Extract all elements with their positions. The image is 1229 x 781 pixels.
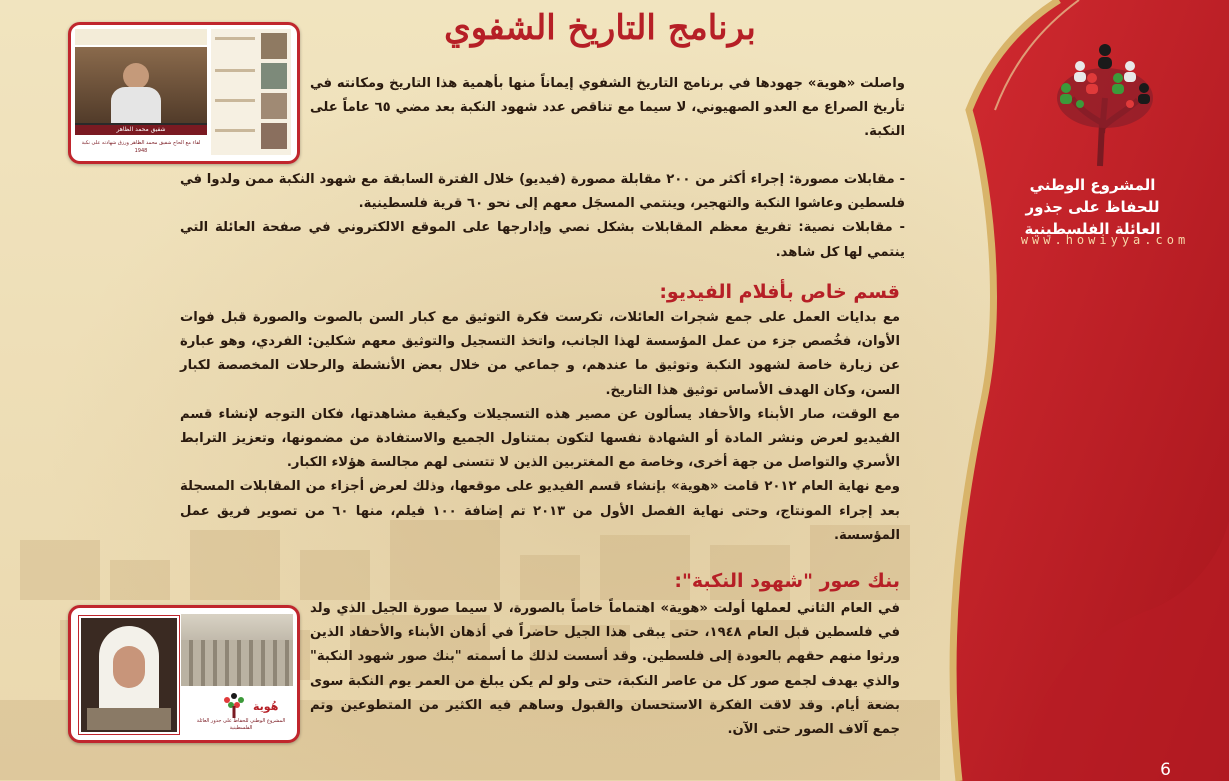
video-name-bar: شفيق محمد الظاهر bbox=[75, 125, 207, 135]
intro-bullet-text: - مقابلات نصية: تفريغ معظم المقابلات بشكل نصي وإدارجها على الموقع الالكتروني في صفحة العائلة التي ينتمي لها كل شاهد. bbox=[180, 220, 905, 260]
photo-bank-body bbox=[310, 597, 900, 742]
video-caption: لقاء مع الحاج شفيق محمد الظاهر ورزق شهادته على نكبة 1948 bbox=[81, 140, 201, 154]
video-list-sidebar bbox=[211, 29, 291, 155]
video-player bbox=[75, 47, 207, 133]
website-url[interactable]: www.howiyya.com bbox=[1020, 233, 1190, 247]
howiyya-logo-icon bbox=[1050, 38, 1160, 168]
organization-name: المشروع الوطني للحفاظ على جذور العائلة الفلسطينية bbox=[1024, 176, 1161, 238]
elderly-woman-portrait bbox=[79, 616, 179, 734]
video-paragraph: مع بدايات العمل على جمع شجرات العائلات، تكرست فكرة التوثيق مع كبار السن بالصوت والصورة قبل فوات الأوان، فخُصص جزء من عمل المؤسسة لهذا الجانب، واتخذ التسجيل والتوثيق معهم شكلين: الفردي، وهو عبارة عن زيارة خاصة لشهود النكبة وتوثيق ما عندهم، و جماعي من خلال بعض الأنشطة والرحلات المخصصة لكبار السن، وكان الهدف الأساس توثيق هذا التاريخ. bbox=[180, 310, 900, 398]
intro-paragraph: واصلت «هوية» جهودها في برنامج التاريخ الشفوي إيماناً منها بأهمية هذا التاريخ ومكانته في تأريخ الصراع مع العدو الصهيوني، لا سيما مع تناقص عدد شهود النكبة بعد مضي ٦٥ عاماً على النكبة. bbox=[310, 76, 906, 140]
intro-bullet-video: - مقابلات مصورة: إجراء أكثر من ٢٠٠ مقابلة مصورة (فيديو) خلال الفترة السابقة مع شهود النكبة ممن ولدوا في فلسطين وعاشوا النكبة والتهجير، وينتمي المسجَل معهم إلى نحو ٦٠ قرية فلسطينية. bbox=[180, 172, 905, 212]
photo-org-text: المشروع الوطني للحفاظ على جذور العائلة الفلسطينية bbox=[196, 718, 286, 731]
video-paragraph: مع الوقت، صار الأبناء والأحفاد يسألون عن مصير هذه التسجيلات وكيفية مشاهدتها، فكان التوجه لإنشاء قسم الفيديو لعرض ونشر المادة أو الشهادة نفسها لتكون بمتناول الجميع والاستفادة من مضمونها، وتعزيز الترابط الأسري والتواصل من جهة أخرى، وخاصة مع المغتربين الذين لا تتسنى لهم مجالسة هؤلاء الكبار. bbox=[180, 406, 900, 471]
video-paragraph: ومع نهاية العام ٢٠١٢ قامت «هوية» بإنشاء قسم الفيديو على موقعها، وذلك لعرض أجزاء من المقابلات المسجلة بعد إجراء المونتاج، وحتى نهاية الفصل الأول من ٢٠١٣ تم إضافة ١٠٠ فيلم، منها ٦٠ من تصوير فريق عمل المؤسسة. bbox=[180, 479, 900, 543]
video-section-body bbox=[180, 306, 900, 548]
howiyya-logo-icon bbox=[219, 688, 249, 718]
page-number: 6 bbox=[1160, 760, 1171, 780]
video-section-heading: قسم خاص بأفلام الفيديو: bbox=[659, 281, 900, 303]
video-section-thumbnail bbox=[68, 22, 300, 164]
town-photo bbox=[181, 614, 293, 686]
photo-logo-text: هُوية bbox=[253, 700, 279, 713]
photo-bank-paragraph: في العام الثاني لعملها أولت «هوية» اهتماماً خاصاً بالصورة، لا سيما صورة الجيل الذي ولد في فلسطين قبل العام ١٩٤٨، حتى يبقى هذا الجيل حاضراً في أذهان الأبناء والأحفاد الذين ورثوا منهم حقهم بالعودة إلى فلسطين. وقد أسست لذلك ما أسمته "بنك صور شهود النكبة" والذي يهدف لجمع صور كل من عاصر النكبة، حتى ولو لم يكن يبلغ من العمر يوم النكبة سوى بضعة أيام. وقد لاقت الفكرة الاستحسان والقبول وساهم فيه الكثير من المتطوعين وتم جمع آلاف الصور حتى الآن. bbox=[310, 601, 900, 738]
photo-bank-heading: بنك صور "شهود النكبة": bbox=[674, 570, 900, 592]
intro-text bbox=[310, 72, 905, 145]
page-title: برنامج التاريخ الشفوي bbox=[444, 8, 756, 48]
intro-bullets bbox=[180, 168, 905, 265]
photo-bank-thumbnail bbox=[68, 605, 300, 743]
